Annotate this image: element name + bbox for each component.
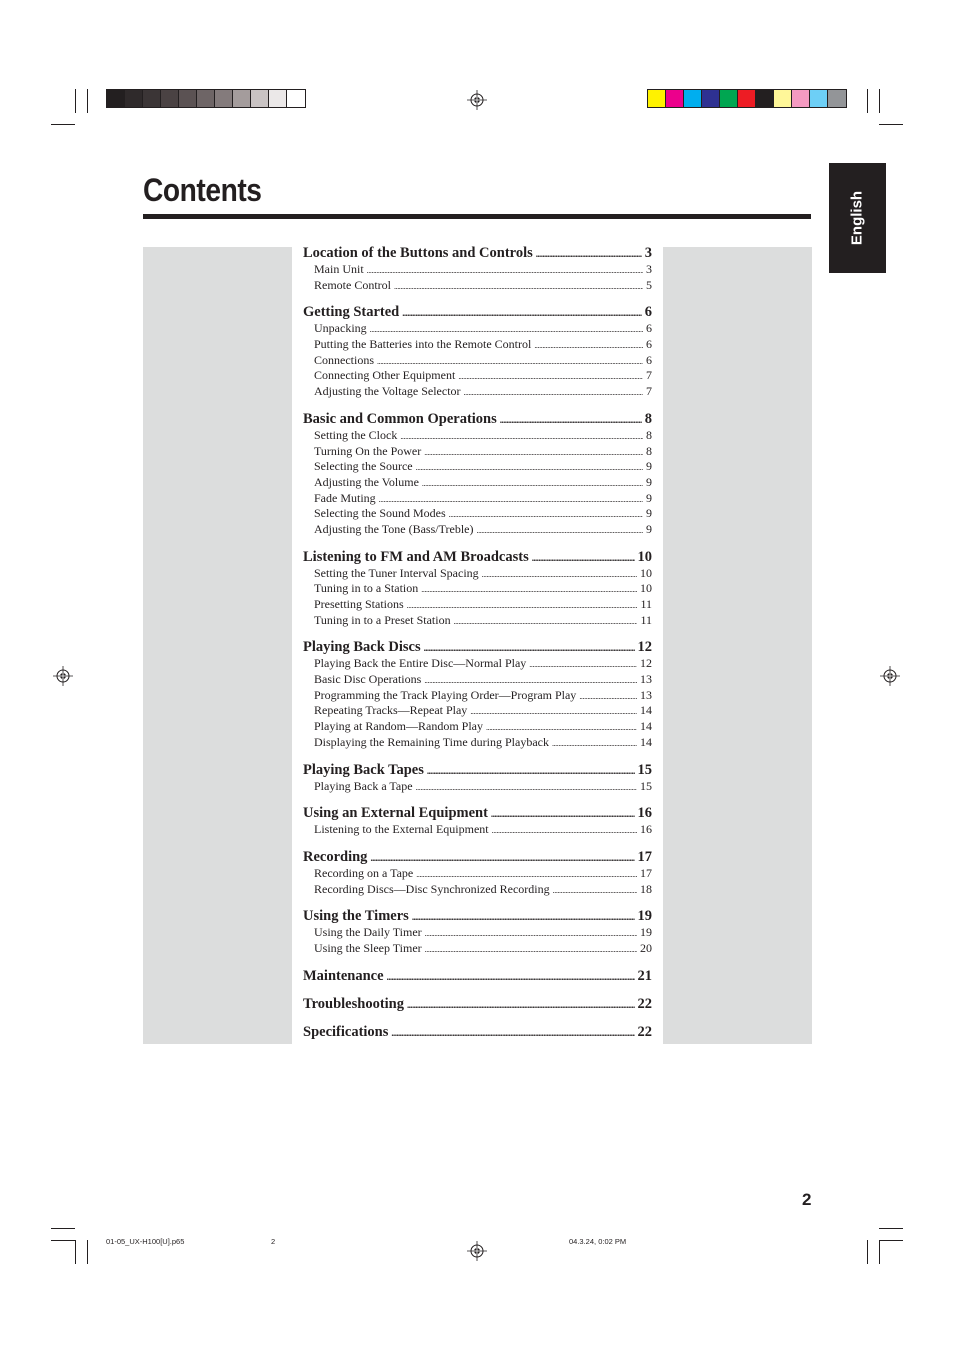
toc-entry-title: Displaying the Remaining Time during Playback xyxy=(314,734,549,749)
toc-heading-page: 22 xyxy=(637,995,652,1012)
toc-entry-page: 13 xyxy=(640,687,652,702)
leader-dots xyxy=(486,720,637,736)
color-swatch xyxy=(269,90,287,107)
color-swatch xyxy=(792,90,810,107)
toc-entry-title: Selecting the Sound Modes xyxy=(314,506,446,521)
registration-mark-icon xyxy=(53,666,73,686)
toc-heading-title: Maintenance xyxy=(303,967,384,984)
toc-entry[interactable] xyxy=(303,613,652,629)
toc-entry[interactable] xyxy=(303,384,652,400)
toc-heading-title: Playing Back Tapes xyxy=(303,761,424,778)
toc-entry[interactable] xyxy=(303,321,652,337)
crop-mark xyxy=(879,1228,903,1229)
crop-mark xyxy=(87,89,88,113)
leader-dots xyxy=(536,246,642,263)
toc-entry[interactable] xyxy=(303,688,652,704)
toc-section xyxy=(303,549,652,629)
leader-dots xyxy=(416,780,637,796)
toc-heading-title: Playing Back Discs xyxy=(303,639,421,656)
toc-entry[interactable] xyxy=(303,491,652,507)
toc-heading-title: Specifications xyxy=(303,1023,389,1040)
toc-entry-title: Recording Discs—Disc Synchronized Recording xyxy=(314,881,550,896)
toc-heading-page: 12 xyxy=(637,639,652,656)
leader-dots xyxy=(370,322,643,338)
toc-section xyxy=(303,411,652,538)
crop-mark xyxy=(51,1228,75,1229)
toc-heading-title: Listening to FM and AM Broadcasts xyxy=(303,548,529,565)
toc-entry[interactable] xyxy=(303,522,652,538)
leader-dots xyxy=(492,823,637,839)
registration-mark-icon xyxy=(467,1241,487,1261)
leader-dots xyxy=(377,354,643,370)
toc-heading[interactable] xyxy=(303,762,652,779)
toc-entry-title: Connections xyxy=(314,352,374,367)
toc-entry-page: 20 xyxy=(640,940,652,955)
color-swatch xyxy=(702,90,720,107)
toc-section xyxy=(303,304,652,399)
toc-entry-title: Using the Sleep Timer xyxy=(314,940,422,955)
toc-entry-title: Tuning in to a Station xyxy=(314,581,419,596)
toc-entry-page: 6 xyxy=(646,337,652,352)
leader-dots xyxy=(532,550,635,567)
right-gray-panel xyxy=(663,247,812,1044)
toc-entry-page: 14 xyxy=(640,703,652,718)
color-swatch xyxy=(756,90,774,107)
toc-entry-title: Programming the Track Playing Order—Program Play xyxy=(314,687,577,702)
toc-entry-title: Playing Back the Entire Disc—Normal Play xyxy=(314,656,527,671)
crop-mark xyxy=(867,1240,868,1264)
toc-entry-page: 9 xyxy=(646,490,652,505)
toc-entry-title: Adjusting the Voltage Selector xyxy=(314,384,461,399)
leader-dots xyxy=(464,385,643,401)
toc-entry-title: Unpacking xyxy=(314,321,367,336)
toc-entry[interactable] xyxy=(303,656,652,672)
leader-dots xyxy=(425,926,637,942)
color-swatch xyxy=(287,90,305,107)
leader-dots xyxy=(412,909,635,926)
leader-dots xyxy=(387,969,635,986)
toc-heading-title: Basic and Common Operations xyxy=(303,410,497,427)
toc-entry-title: Playing Back a Tape xyxy=(314,778,413,793)
toc-entry-page: 7 xyxy=(646,384,652,399)
leader-dots xyxy=(470,704,637,720)
toc-entry-page: 5 xyxy=(646,277,652,292)
leader-dots xyxy=(425,942,637,958)
toc-entry[interactable] xyxy=(303,506,652,522)
leader-dots xyxy=(367,263,643,279)
toc-entry[interactable] xyxy=(303,566,652,582)
toc-entry-title: Playing at Random—Random Play xyxy=(314,719,483,734)
toc-entry[interactable] xyxy=(303,337,652,353)
toc-entry[interactable] xyxy=(303,719,652,735)
color-swatch xyxy=(684,90,702,107)
leader-dots xyxy=(500,412,642,429)
color-swatch xyxy=(125,90,143,107)
toc-entry-page: 10 xyxy=(640,565,652,580)
color-swatch xyxy=(143,90,161,107)
toc-section xyxy=(303,245,652,293)
toc-heading-title: Using the Timers xyxy=(303,908,409,925)
leader-dots xyxy=(491,806,635,823)
toc-entry-title: Adjusting the Tone (Bass/Treble) xyxy=(314,521,474,536)
leader-dots xyxy=(552,736,637,752)
toc-entry-page: 9 xyxy=(646,474,652,489)
toc-heading-title: Recording xyxy=(303,848,368,865)
leader-dots xyxy=(422,476,643,492)
toc-entry-title: Selecting the Source xyxy=(314,459,413,474)
color-swatch xyxy=(828,90,846,107)
toc-section xyxy=(303,805,652,838)
footer-filename: 01-05_UX-H100[U].p65 xyxy=(106,1237,185,1246)
toc-entry-page: 8 xyxy=(646,443,652,458)
toc-heading[interactable] xyxy=(303,968,652,985)
toc-entry-title: Basic Disc Operations xyxy=(314,672,422,687)
leader-dots xyxy=(553,883,637,899)
toc-heading-page: 19 xyxy=(637,908,652,925)
color-swatch xyxy=(215,90,233,107)
color-swatch xyxy=(810,90,828,107)
toc-heading-page: 16 xyxy=(637,805,652,822)
toc-entry-page: 7 xyxy=(646,368,652,383)
leader-dots xyxy=(416,460,643,476)
toc-entry[interactable] xyxy=(303,353,652,369)
crop-mark xyxy=(879,1240,903,1241)
crop-mark xyxy=(879,89,880,113)
toc-heading-page: 10 xyxy=(637,548,652,565)
toc-entry-page: 15 xyxy=(640,778,652,793)
color-swatch xyxy=(197,90,215,107)
process-color-bar xyxy=(647,89,847,108)
page-title: Contents xyxy=(143,172,262,208)
toc-entry[interactable] xyxy=(303,368,652,384)
toc-entry-page: 19 xyxy=(640,925,652,940)
toc-entry-page: 11 xyxy=(640,612,652,627)
toc-entry-title: Remote Control xyxy=(314,277,391,292)
toc-entry[interactable] xyxy=(303,779,652,795)
toc-heading-page: 21 xyxy=(637,967,652,984)
toc-entry-title: Repeating Tracks—Repeat Play xyxy=(314,703,468,718)
color-swatch xyxy=(666,90,684,107)
toc-entry-page: 6 xyxy=(646,321,652,336)
toc-section xyxy=(303,996,652,1013)
toc-heading-page: 6 xyxy=(644,304,652,321)
toc-entry-page: 9 xyxy=(646,521,652,536)
toc-entry-page: 9 xyxy=(646,459,652,474)
leader-dots xyxy=(534,338,643,354)
leader-dots xyxy=(370,850,634,867)
toc-entry-title: Connecting Other Equipment xyxy=(314,368,456,383)
leader-dots xyxy=(394,279,643,295)
color-swatch xyxy=(179,90,197,107)
toc-entry-page: 14 xyxy=(640,719,652,734)
toc-entry-page: 17 xyxy=(640,865,652,880)
crop-mark xyxy=(867,89,868,113)
left-gray-panel xyxy=(143,247,292,1044)
crop-mark xyxy=(75,1240,76,1264)
toc-entry-page: 11 xyxy=(640,597,652,611)
toc-entry[interactable] xyxy=(303,278,652,294)
toc-entry[interactable] xyxy=(303,866,652,882)
toc-heading[interactable] xyxy=(303,639,652,656)
toc-entry-page: 8 xyxy=(646,427,652,442)
leader-dots xyxy=(400,429,643,445)
toc-entry-title: Presetting Stations xyxy=(314,597,404,611)
toc-section xyxy=(303,1024,652,1041)
toc-entry[interactable] xyxy=(303,428,652,444)
toc-heading-title: Getting Started xyxy=(303,304,400,321)
toc-heading-title: Troubleshooting xyxy=(303,995,404,1012)
leader-dots xyxy=(407,598,638,614)
crop-mark xyxy=(879,1240,880,1264)
toc-heading[interactable] xyxy=(303,245,652,262)
leader-dots xyxy=(477,523,644,539)
toc-heading[interactable] xyxy=(303,549,652,566)
toc-heading[interactable] xyxy=(303,908,652,925)
toc-entry-title: Listening to the External Equipment xyxy=(314,822,489,837)
language-tab xyxy=(829,163,886,273)
toc-entry[interactable] xyxy=(303,735,652,751)
toc-heading-page: 17 xyxy=(637,848,652,865)
toc-entry[interactable] xyxy=(303,672,652,688)
leader-dots xyxy=(424,640,635,657)
footer-timestamp: 04.3.24, 0:02 PM xyxy=(569,1237,627,1246)
page-number: 2 xyxy=(802,1190,812,1209)
leader-dots xyxy=(416,867,637,883)
toc-entry[interactable] xyxy=(303,941,652,957)
leader-dots xyxy=(379,492,643,508)
leader-dots xyxy=(454,614,638,630)
grayscale-color-bar xyxy=(106,89,306,108)
title-rule xyxy=(143,214,811,219)
leader-dots xyxy=(482,567,637,583)
crop-mark xyxy=(87,1240,88,1264)
toc-entry-title: Tuning in to a Preset Station xyxy=(314,612,451,627)
color-swatch xyxy=(251,90,269,107)
toc-heading-page: 3 xyxy=(644,245,652,261)
toc-heading[interactable] xyxy=(303,304,652,321)
toc-entry-title: Putting the Batteries into the Remote Control xyxy=(314,337,532,352)
language-tab-label: English xyxy=(848,190,866,246)
toc-entry-page: 18 xyxy=(640,881,652,896)
footer-page: 2 xyxy=(271,1237,276,1246)
leader-dots xyxy=(402,305,642,322)
toc-heading-title: Location of the Buttons and Controls xyxy=(303,245,533,261)
color-swatch xyxy=(107,90,125,107)
toc-entry-title: Setting the Tuner Interval Spacing xyxy=(314,565,479,580)
leader-dots xyxy=(424,445,643,461)
leader-dots xyxy=(458,369,643,385)
toc-entry-title: Setting the Clock xyxy=(314,427,398,442)
toc-heading[interactable] xyxy=(303,849,652,866)
toc-heading[interactable] xyxy=(303,996,652,1013)
toc-entry-page: 12 xyxy=(640,656,652,671)
table-of-contents xyxy=(303,245,652,1052)
toc-heading-page: 22 xyxy=(637,1023,652,1040)
toc-entry[interactable] xyxy=(303,703,652,719)
leader-dots xyxy=(424,673,637,689)
toc-entry-title: Turning On the Power xyxy=(314,443,422,458)
toc-section xyxy=(303,639,652,750)
toc-entry-title: Adjusting the Volume xyxy=(314,474,419,489)
toc-section xyxy=(303,968,652,985)
toc-entry[interactable] xyxy=(303,882,652,898)
toc-section xyxy=(303,762,652,795)
color-swatch xyxy=(720,90,738,107)
toc-entry-title: Recording on a Tape xyxy=(314,865,414,880)
leader-dots xyxy=(421,582,637,598)
toc-entry-title: Main Unit xyxy=(314,262,364,276)
color-swatch xyxy=(648,90,666,107)
toc-entry[interactable] xyxy=(303,475,652,491)
leader-dots xyxy=(449,507,643,523)
toc-entry[interactable] xyxy=(303,444,652,460)
toc-entry-title: Fade Muting xyxy=(314,490,376,505)
toc-entry[interactable] xyxy=(303,459,652,475)
toc-section xyxy=(303,849,652,897)
toc-heading[interactable] xyxy=(303,411,652,428)
toc-heading[interactable] xyxy=(303,805,652,822)
leader-dots xyxy=(407,997,635,1014)
toc-entry[interactable] xyxy=(303,925,652,941)
toc-heading-page: 15 xyxy=(637,761,652,778)
toc-section xyxy=(303,908,652,956)
toc-entry-page: 9 xyxy=(646,506,652,521)
toc-entry-page: 3 xyxy=(646,262,652,276)
crop-mark xyxy=(51,1240,75,1241)
toc-entry[interactable] xyxy=(303,581,652,597)
color-swatch xyxy=(774,90,792,107)
registration-mark-icon xyxy=(880,666,900,686)
toc-entry-title: Using the Daily Timer xyxy=(314,925,422,940)
leader-dots xyxy=(391,1025,634,1042)
toc-entry[interactable] xyxy=(303,597,652,613)
color-swatch xyxy=(161,90,179,107)
color-swatch xyxy=(233,90,251,107)
toc-entry-page: 10 xyxy=(640,581,652,596)
toc-entry-page: 16 xyxy=(640,822,652,837)
color-swatch xyxy=(738,90,756,107)
toc-entry-page: 14 xyxy=(640,734,652,749)
toc-heading-title: Using an External Equipment xyxy=(303,805,488,822)
toc-heading-page: 8 xyxy=(644,410,652,427)
toc-entry[interactable] xyxy=(303,822,652,838)
leader-dots xyxy=(427,763,635,780)
toc-entry-page: 13 xyxy=(640,672,652,687)
toc-heading[interactable] xyxy=(303,1024,652,1041)
crop-mark xyxy=(75,89,76,113)
crop-mark xyxy=(879,124,903,125)
leader-dots xyxy=(529,657,637,673)
toc-entry[interactable] xyxy=(303,262,652,278)
leader-dots xyxy=(579,689,637,705)
crop-mark xyxy=(51,124,75,125)
toc-entry-page: 6 xyxy=(646,352,652,367)
registration-mark-icon xyxy=(467,90,487,110)
